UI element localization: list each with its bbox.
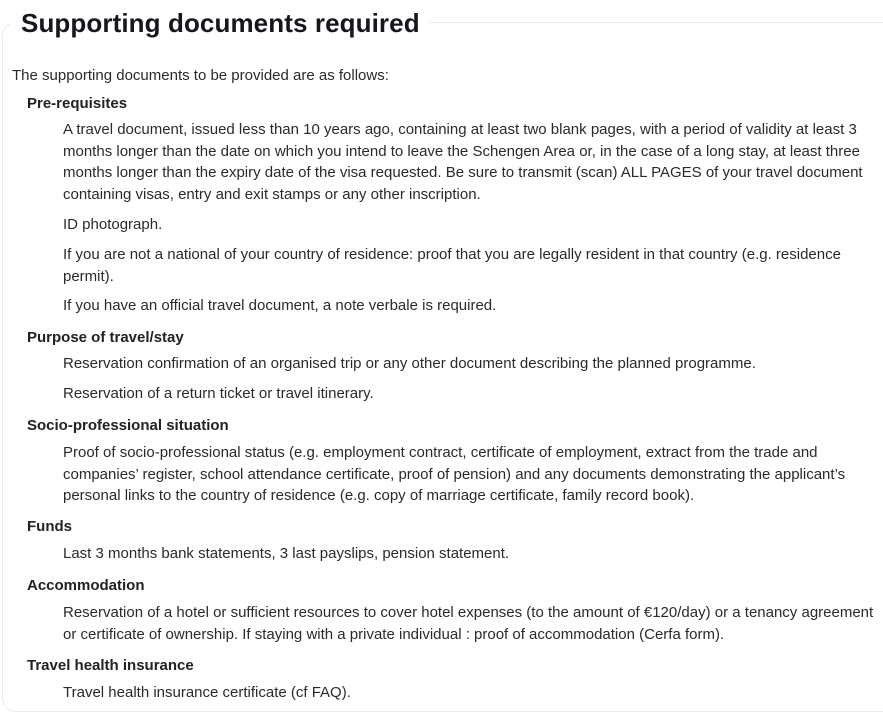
section-heading-travel-health-insurance: Travel health insurance <box>27 657 194 674</box>
purpose-trip-confirmation: Reservation confirmation of an organised trip or any other document describing the planned programme. <box>63 355 756 372</box>
section-heading-funds: Funds <box>27 518 72 535</box>
section-heading-socio-professional: Socio-professional situation <box>27 417 229 434</box>
accommodation-proof: Reservation of a hotel or sufficient resources to cover hotel expenses (to the amount of €120/day) or a tenancy agreement or certificate of ownership. If staying with a private individual : proof of accommodation (Cerfa form). <box>63 604 874 643</box>
intro-text: The supporting documents to be provided are as follows: <box>12 67 389 84</box>
section-heading-purpose-of-travel: Purpose of travel/stay <box>27 329 184 346</box>
funds-statements: Last 3 months bank statements, 3 last payslips, pension statement. <box>63 545 510 562</box>
prereq-id-photograph: ID photograph. <box>63 216 163 233</box>
travel-health-insurance-certificate: Travel health insurance certificate (cf FAQ). <box>63 684 351 701</box>
purpose-return-ticket: Reservation of a return ticket or travel itinerary. <box>63 385 374 402</box>
section-heading-accommodation: Accommodation <box>27 577 145 594</box>
prereq-residence-proof: If you are not a national of your country of residence: proof that you are legally resident in that country (e.g. residence permit). <box>63 246 841 285</box>
page-title: Supporting documents required <box>10 6 430 40</box>
socio-professional-proof: Proof of socio-professional status (e.g. employment contract, certificate of employment, extract from the trade and companies’ register, school attendance certificate, proof of pension) and any documents demonstrating the applicant’s personal links to the country of residence (e.g. copy of marriage certificate, family record book). <box>63 444 846 504</box>
section-heading-pre-requisites: Pre-requisites <box>27 95 128 112</box>
prereq-travel-document: A travel document, issued less than 10 years ago, containing at least two blank pages, with a period of validity at least 3 months longer than the date on which you intend to leave the Schengen Area or, in the case of a long stay, at least three months longer than the expiry date of the visa requested. Be sure to transmit (scan) ALL PAGES of your travel document containing visas, entry and exit stamps or any other inscription. <box>63 121 863 203</box>
prereq-note-verbale: If you have an official travel document, a note verbale is required. <box>63 297 497 314</box>
